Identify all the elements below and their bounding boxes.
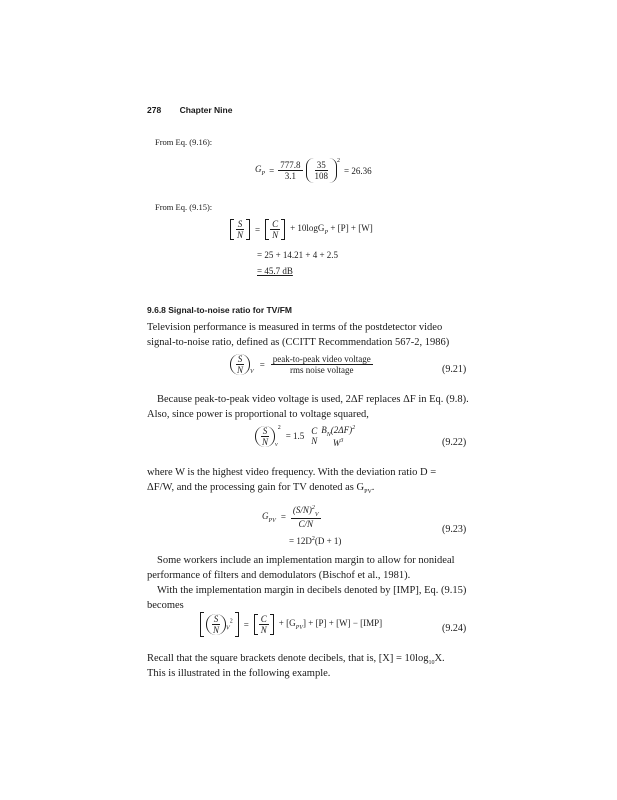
gp-equation: $G_P$ = $\frac{777.8}{3.1}$ $\frac{35}{108}$ $^2$ = 26.36 bbox=[255, 158, 372, 181]
page-header bbox=[147, 105, 248, 115]
eq922-label: (9.22) bbox=[442, 437, 467, 448]
page-number: 278 bbox=[147, 105, 162, 115]
sn-line-3: = 45.7 dB bbox=[257, 266, 293, 276]
eq-923: $G_{PV}$ = $\frac{(S/N)^2_V}{C/N}$ bbox=[262, 505, 319, 529]
gp-paren: $\frac{35}{108}$ bbox=[306, 158, 338, 183]
para4-line3: With the implementation margin in decibels denoted by [IMP], Eq. (9.15) bbox=[157, 585, 467, 596]
eq-922: $\frac{S}{N}$ $_v$ 2 = 1.5 C N $B_N(2\Delta F)^2$ $W^3$ bbox=[255, 425, 357, 448]
eq-921: $\frac{S}{N}$ $_V$ = $\frac{\text{peak-to-peak video voltage}}{\text{rms noise voltage}}$ bbox=[230, 354, 373, 375]
para5-line1: Recall that the square brackets denote decibels, that is, $[X] = 10\log_{10}X$. bbox=[147, 653, 445, 667]
eq-924: $\frac{S}{N}$ $_V^2$ = $\frac{C}{N}$ + $[G_{PV}] + [P] + [W] - [IMP]$ bbox=[200, 612, 382, 637]
section-title: 9.6.8 Signal-to-noise ratio for TV/FM bbox=[147, 305, 292, 315]
eq924-label: (9.24) bbox=[442, 623, 467, 634]
chapter-title: Chapter Nine bbox=[179, 105, 233, 115]
para2-line1: Because peak-to-peak video voltage is used, 2ΔF replaces ΔF in Eq. (9.8). bbox=[157, 394, 469, 405]
sn-line-2: = 25 + 14.21 + 4 + 2.5 bbox=[257, 250, 339, 260]
para4-line4: becomes bbox=[147, 600, 184, 611]
sn-equation: $\frac{S}{N}$ = $\frac{C}{N}$ + 10logG$_P$ + [P] + [W] bbox=[230, 219, 373, 240]
gp-symbol: $G_P$ bbox=[255, 164, 266, 177]
para3-line1: where W is the highest video frequency. With the deviation ratio D = bbox=[147, 467, 437, 478]
eq923-line2: = $12D^2(D + 1)$ bbox=[289, 536, 342, 546]
para5-line2: This is illustrated in the following example. bbox=[147, 668, 331, 679]
para1-line2: signal-to-noise ratio, defined as (CCITT Recommendation 567-2, 1986) bbox=[147, 337, 450, 348]
para1-line1: Television performance is measured in terms of the postdetector video bbox=[147, 322, 443, 333]
para4-line1: Some workers include an implementation margin to allow for nonideal bbox=[157, 555, 455, 566]
eq921-label: (9.21) bbox=[442, 364, 467, 375]
para3-line2: ΔF/W, and the processing gain for TV denoted as $G_{PV}$. bbox=[147, 482, 375, 496]
gp-result: = 26.36 bbox=[344, 165, 372, 176]
from-eq-916: From Eq. (9.16): bbox=[155, 137, 213, 147]
para2-line2: Also, since power is proportional to voltage squared, bbox=[147, 409, 369, 420]
eq923-label: (9.23) bbox=[442, 524, 467, 535]
from-eq-915: From Eq. (9.15): bbox=[155, 202, 213, 212]
gp-fraction: $\frac{777.8}{3.1}$ bbox=[280, 160, 301, 181]
para4-line2: performance of filters and demodulators (Bischof et al., 1981). bbox=[147, 570, 411, 581]
eq921-fraction: $\frac{\text{peak-to-peak video voltage}}{\text{rms noise voltage}}$ bbox=[272, 354, 371, 375]
